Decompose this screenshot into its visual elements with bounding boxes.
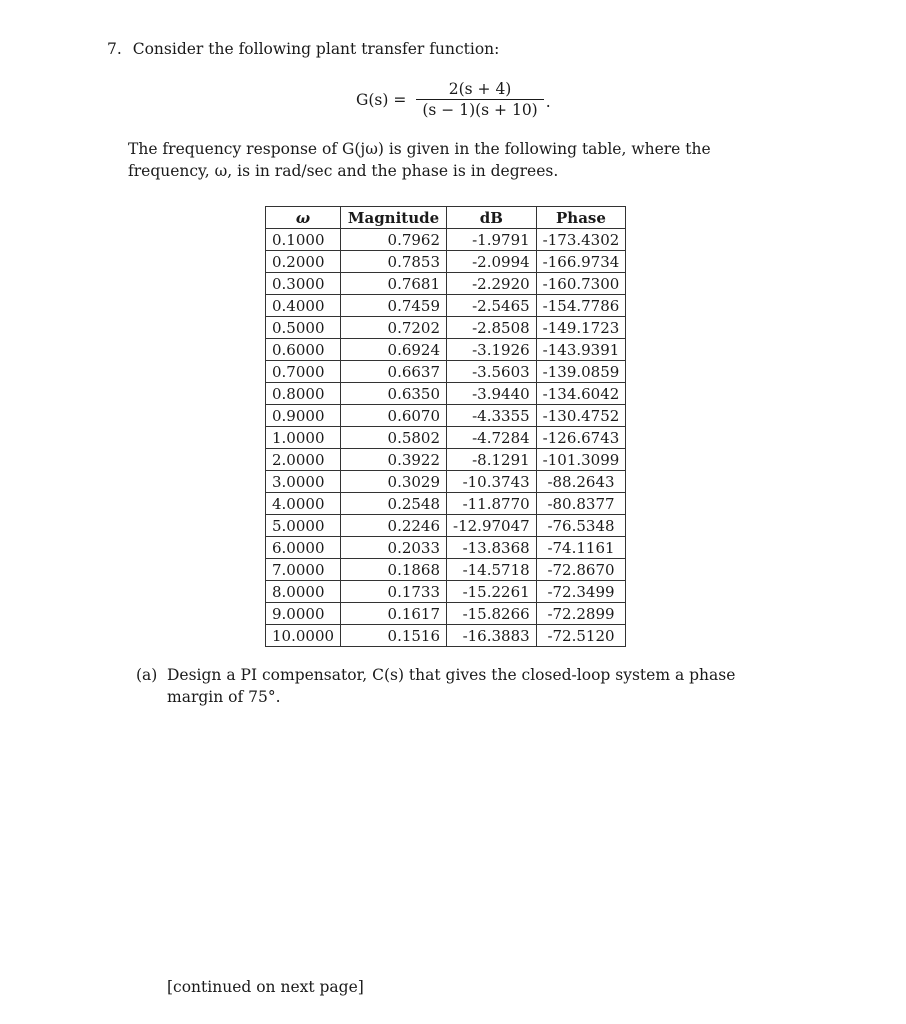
cell-phase: -130.4752 <box>536 405 626 427</box>
part-a-label: (a) <box>136 666 158 684</box>
cell-magnitude: 0.6924 <box>341 339 447 361</box>
cell-omega: 4.0000 <box>266 493 341 515</box>
table-row <box>266 229 626 251</box>
cell-omega: 10.0000 <box>266 625 341 647</box>
table-row <box>266 449 626 471</box>
cell-phase: -139.0859 <box>536 361 626 383</box>
table-row <box>266 537 626 559</box>
table-row <box>266 493 626 515</box>
part-a-text: Design a PI compensator, C(s) that gives the closed-loop system a phase margin of 75°. <box>167 666 736 706</box>
equation-fraction <box>416 80 543 121</box>
cell-magnitude: 0.1617 <box>341 603 447 625</box>
cell-phase: -134.6042 <box>536 383 626 405</box>
cell-omega: 7.0000 <box>266 559 341 581</box>
equation-lhs: G(s) = <box>356 91 407 109</box>
cell-magnitude: 0.7459 <box>341 295 447 317</box>
cell-omega: 5.0000 <box>266 515 341 537</box>
cell-magnitude: 0.2548 <box>341 493 447 515</box>
continued-note: [continued on next page] <box>167 978 364 996</box>
table-row <box>266 559 626 581</box>
cell-magnitude: 0.3029 <box>341 471 447 493</box>
cell-magnitude: 0.7681 <box>341 273 447 295</box>
table-row <box>266 361 626 383</box>
cell-phase: -101.3099 <box>536 449 626 471</box>
problem-statement <box>107 40 499 58</box>
cell-magnitude: 0.1516 <box>341 625 447 647</box>
cell-phase: -72.8670 <box>536 559 626 581</box>
cell-omega: 0.2000 <box>266 251 341 273</box>
problem-number: 7. <box>107 40 122 58</box>
cell-db: -2.0994 <box>447 251 537 273</box>
frequency-response-table <box>265 206 626 647</box>
cell-db: -16.3883 <box>447 625 537 647</box>
cell-magnitude: 0.1868 <box>341 559 447 581</box>
cell-phase: -72.3499 <box>536 581 626 603</box>
cell-db: -2.5465 <box>447 295 537 317</box>
cell-omega: 3.0000 <box>266 471 341 493</box>
cell-db: -15.8266 <box>447 603 537 625</box>
cell-db: -10.3743 <box>447 471 537 493</box>
table-row <box>266 295 626 317</box>
cell-magnitude: 0.6350 <box>341 383 447 405</box>
frequency-response-description: The frequency response of G(jω) is given in the following table, where the frequency, ω, is in rad/sec and the phase is in degrees. <box>128 140 711 180</box>
cell-omega: 1.0000 <box>266 427 341 449</box>
table-row <box>266 471 626 493</box>
cell-magnitude: 0.7202 <box>341 317 447 339</box>
cell-phase: -160.7300 <box>536 273 626 295</box>
cell-magnitude: 0.7962 <box>341 229 447 251</box>
equation-denominator: (s − 1)(s + 10) <box>416 99 543 120</box>
cell-magnitude: 0.1733 <box>341 581 447 603</box>
cell-db: -2.8508 <box>447 317 537 339</box>
cell-omega: 6.0000 <box>266 537 341 559</box>
header-omega: ω <box>266 207 341 229</box>
header-magnitude: Magnitude <box>341 207 447 229</box>
table-row <box>266 515 626 537</box>
part-a <box>136 664 776 708</box>
cell-db: -2.2920 <box>447 273 537 295</box>
equation-numerator: 2(s + 4) <box>448 79 512 98</box>
cell-omega: 0.1000 <box>266 229 341 251</box>
cell-omega: 0.3000 <box>266 273 341 295</box>
cell-phase: -72.2899 <box>536 603 626 625</box>
table-row <box>266 383 626 405</box>
cell-magnitude: 0.2246 <box>341 515 447 537</box>
cell-db: -3.9440 <box>447 383 537 405</box>
cell-phase: -166.9734 <box>536 251 626 273</box>
cell-db: -8.1291 <box>447 449 537 471</box>
cell-db: -4.7284 <box>447 427 537 449</box>
cell-magnitude: 0.6070 <box>341 405 447 427</box>
cell-db: -13.8368 <box>447 537 537 559</box>
cell-phase: -88.2643 <box>536 471 626 493</box>
table-row <box>266 603 626 625</box>
cell-phase: -154.7786 <box>536 295 626 317</box>
cell-omega: 0.4000 <box>266 295 341 317</box>
cell-phase: -143.9391 <box>536 339 626 361</box>
table-header-row <box>266 207 626 229</box>
cell-omega: 9.0000 <box>266 603 341 625</box>
cell-omega: 0.5000 <box>266 317 341 339</box>
cell-magnitude: 0.2033 <box>341 537 447 559</box>
cell-db: -1.9791 <box>447 229 537 251</box>
table-body <box>266 229 626 647</box>
cell-phase: -72.5120 <box>536 625 626 647</box>
header-phase: Phase <box>536 207 626 229</box>
cell-omega: 0.8000 <box>266 383 341 405</box>
cell-phase: -173.4302 <box>536 229 626 251</box>
table-row <box>266 251 626 273</box>
cell-phase: -149.1723 <box>536 317 626 339</box>
table-row <box>266 273 626 295</box>
transfer-function-equation <box>356 78 551 122</box>
cell-omega: 8.0000 <box>266 581 341 603</box>
cell-omega: 0.9000 <box>266 405 341 427</box>
cell-db: -14.5718 <box>447 559 537 581</box>
cell-magnitude: 0.5802 <box>341 427 447 449</box>
cell-db: -3.5603 <box>447 361 537 383</box>
cell-magnitude: 0.3922 <box>341 449 447 471</box>
table-row <box>266 581 626 603</box>
table-row <box>266 427 626 449</box>
cell-db: -4.3355 <box>447 405 537 427</box>
cell-magnitude: 0.6637 <box>341 361 447 383</box>
problem-intro: Consider the following plant transfer function: <box>132 40 500 58</box>
cell-phase: -80.8377 <box>536 493 626 515</box>
cell-omega: 0.7000 <box>266 361 341 383</box>
cell-db: -11.8770 <box>447 493 537 515</box>
equation-period: . <box>545 93 551 111</box>
cell-omega: 0.6000 <box>266 339 341 361</box>
header-db: dB <box>447 207 537 229</box>
cell-phase: -126.6743 <box>536 427 626 449</box>
table-row <box>266 405 626 427</box>
cell-db: -15.2261 <box>447 581 537 603</box>
cell-db: -12.97047 <box>447 515 537 537</box>
table-row <box>266 317 626 339</box>
table-row <box>266 625 626 647</box>
cell-omega: 2.0000 <box>266 449 341 471</box>
table-row <box>266 339 626 361</box>
cell-phase: -76.5348 <box>536 515 626 537</box>
cell-magnitude: 0.7853 <box>341 251 447 273</box>
cell-phase: -74.1161 <box>536 537 626 559</box>
cell-db: -3.1926 <box>447 339 537 361</box>
